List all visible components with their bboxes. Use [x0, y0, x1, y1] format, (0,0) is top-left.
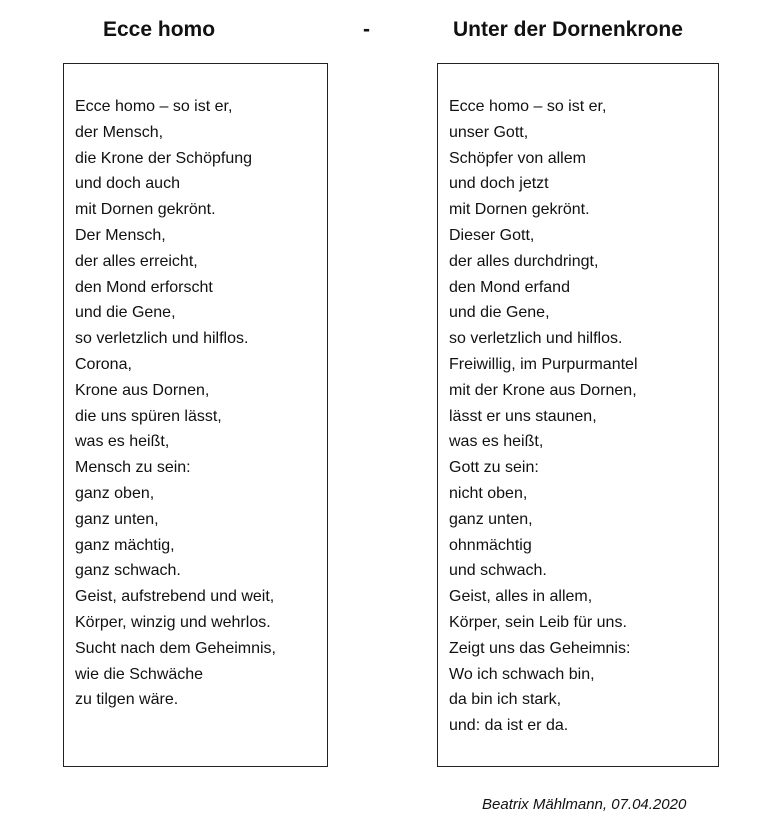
poem-line: der alles erreicht,	[75, 252, 198, 270]
poem-line: Zeigt uns das Geheimnis:	[449, 639, 631, 657]
poem-line: was es heißt,	[449, 433, 544, 451]
poem-line: die uns spüren lässt,	[75, 407, 222, 425]
poem-box-dornenkrone	[437, 63, 719, 767]
poem-line: die Krone der Schöpfung	[75, 149, 253, 167]
poem-line: Sucht nach dem Geheimnis,	[75, 639, 276, 657]
poem-line: der Mensch,	[75, 123, 164, 141]
poem-line: mit der Krone aus Dornen,	[449, 381, 637, 399]
poem-line: mit Dornen gekrönt.	[449, 201, 590, 219]
poem-line: der alles durchdringt,	[449, 252, 599, 270]
poem-line: ganz unten,	[449, 510, 533, 528]
poem-line: Gott zu sein:	[449, 459, 539, 477]
title-ecce-homo: Ecce homo	[103, 18, 216, 41]
poem-box-ecce-homo	[63, 63, 328, 767]
poem-line: Corona,	[75, 355, 132, 373]
poem-line: ganz mächtig,	[75, 536, 175, 554]
poem-line: nicht oben,	[449, 484, 528, 502]
title-separator: -	[363, 18, 370, 41]
poem-line: Mensch zu sein:	[75, 459, 191, 477]
poem-line: lässt er uns staunen,	[449, 407, 597, 425]
poem-line: ganz oben,	[75, 484, 155, 502]
poem-line: Ecce homo – so ist er,	[75, 98, 233, 115]
poem-line: ganz unten,	[75, 510, 159, 528]
poem-line: Ecce homo – so ist er,	[449, 98, 607, 115]
poem-line: den Mond erfand	[449, 278, 570, 296]
poem-line: ohnmächtig	[449, 536, 532, 554]
poem-line: und schwach.	[449, 562, 547, 580]
poem-line: den Mond erforscht	[75, 278, 213, 296]
poem-line: mit Dornen gekrönt.	[75, 201, 216, 219]
poem-line: Der Mensch,	[75, 226, 166, 244]
poem-line: Körper, sein Leib für uns.	[449, 613, 627, 631]
poem-line: zu tilgen wäre.	[75, 691, 179, 709]
poem-line: ganz schwach.	[75, 562, 181, 580]
poem-line: wie die Schwäche	[75, 665, 204, 683]
poem-line: so verletzlich und hilflos.	[449, 330, 623, 348]
poem-line: unser Gott,	[449, 123, 529, 141]
poem-line: da bin ich stark,	[449, 691, 562, 709]
poem-line: Geist, aufstrebend und weit,	[75, 588, 275, 606]
poem-line: Krone aus Dornen,	[75, 381, 210, 399]
poem-line: so verletzlich und hilflos.	[75, 330, 249, 348]
poem-line: und doch jetzt	[449, 175, 549, 193]
poem-line: Freiwillig, im Purpurmantel	[449, 355, 638, 373]
poem-line: Wo ich schwach bin,	[449, 665, 595, 683]
poem-lines-ecce-homo	[75, 94, 276, 713]
poem-line: Geist, alles in allem,	[449, 588, 593, 606]
poem-lines-dornenkrone	[449, 94, 638, 739]
author-signature: Beatrix Mählmann, 07.04.2020	[482, 796, 687, 813]
poem-line: und die Gene,	[75, 304, 176, 322]
poem-line: und doch auch	[75, 175, 180, 193]
poem-line: Dieser Gott,	[449, 226, 535, 244]
poem-line: Körper, winzig und wehrlos.	[75, 613, 271, 631]
poem-line: was es heißt,	[75, 433, 170, 451]
poem-line: und: da ist er da.	[449, 717, 569, 735]
title-unter-der-dornenkrone: Unter der Dornenkrone	[453, 18, 683, 41]
poem-line: Schöpfer von allem	[449, 149, 586, 167]
poem-line: und die Gene,	[449, 304, 550, 322]
